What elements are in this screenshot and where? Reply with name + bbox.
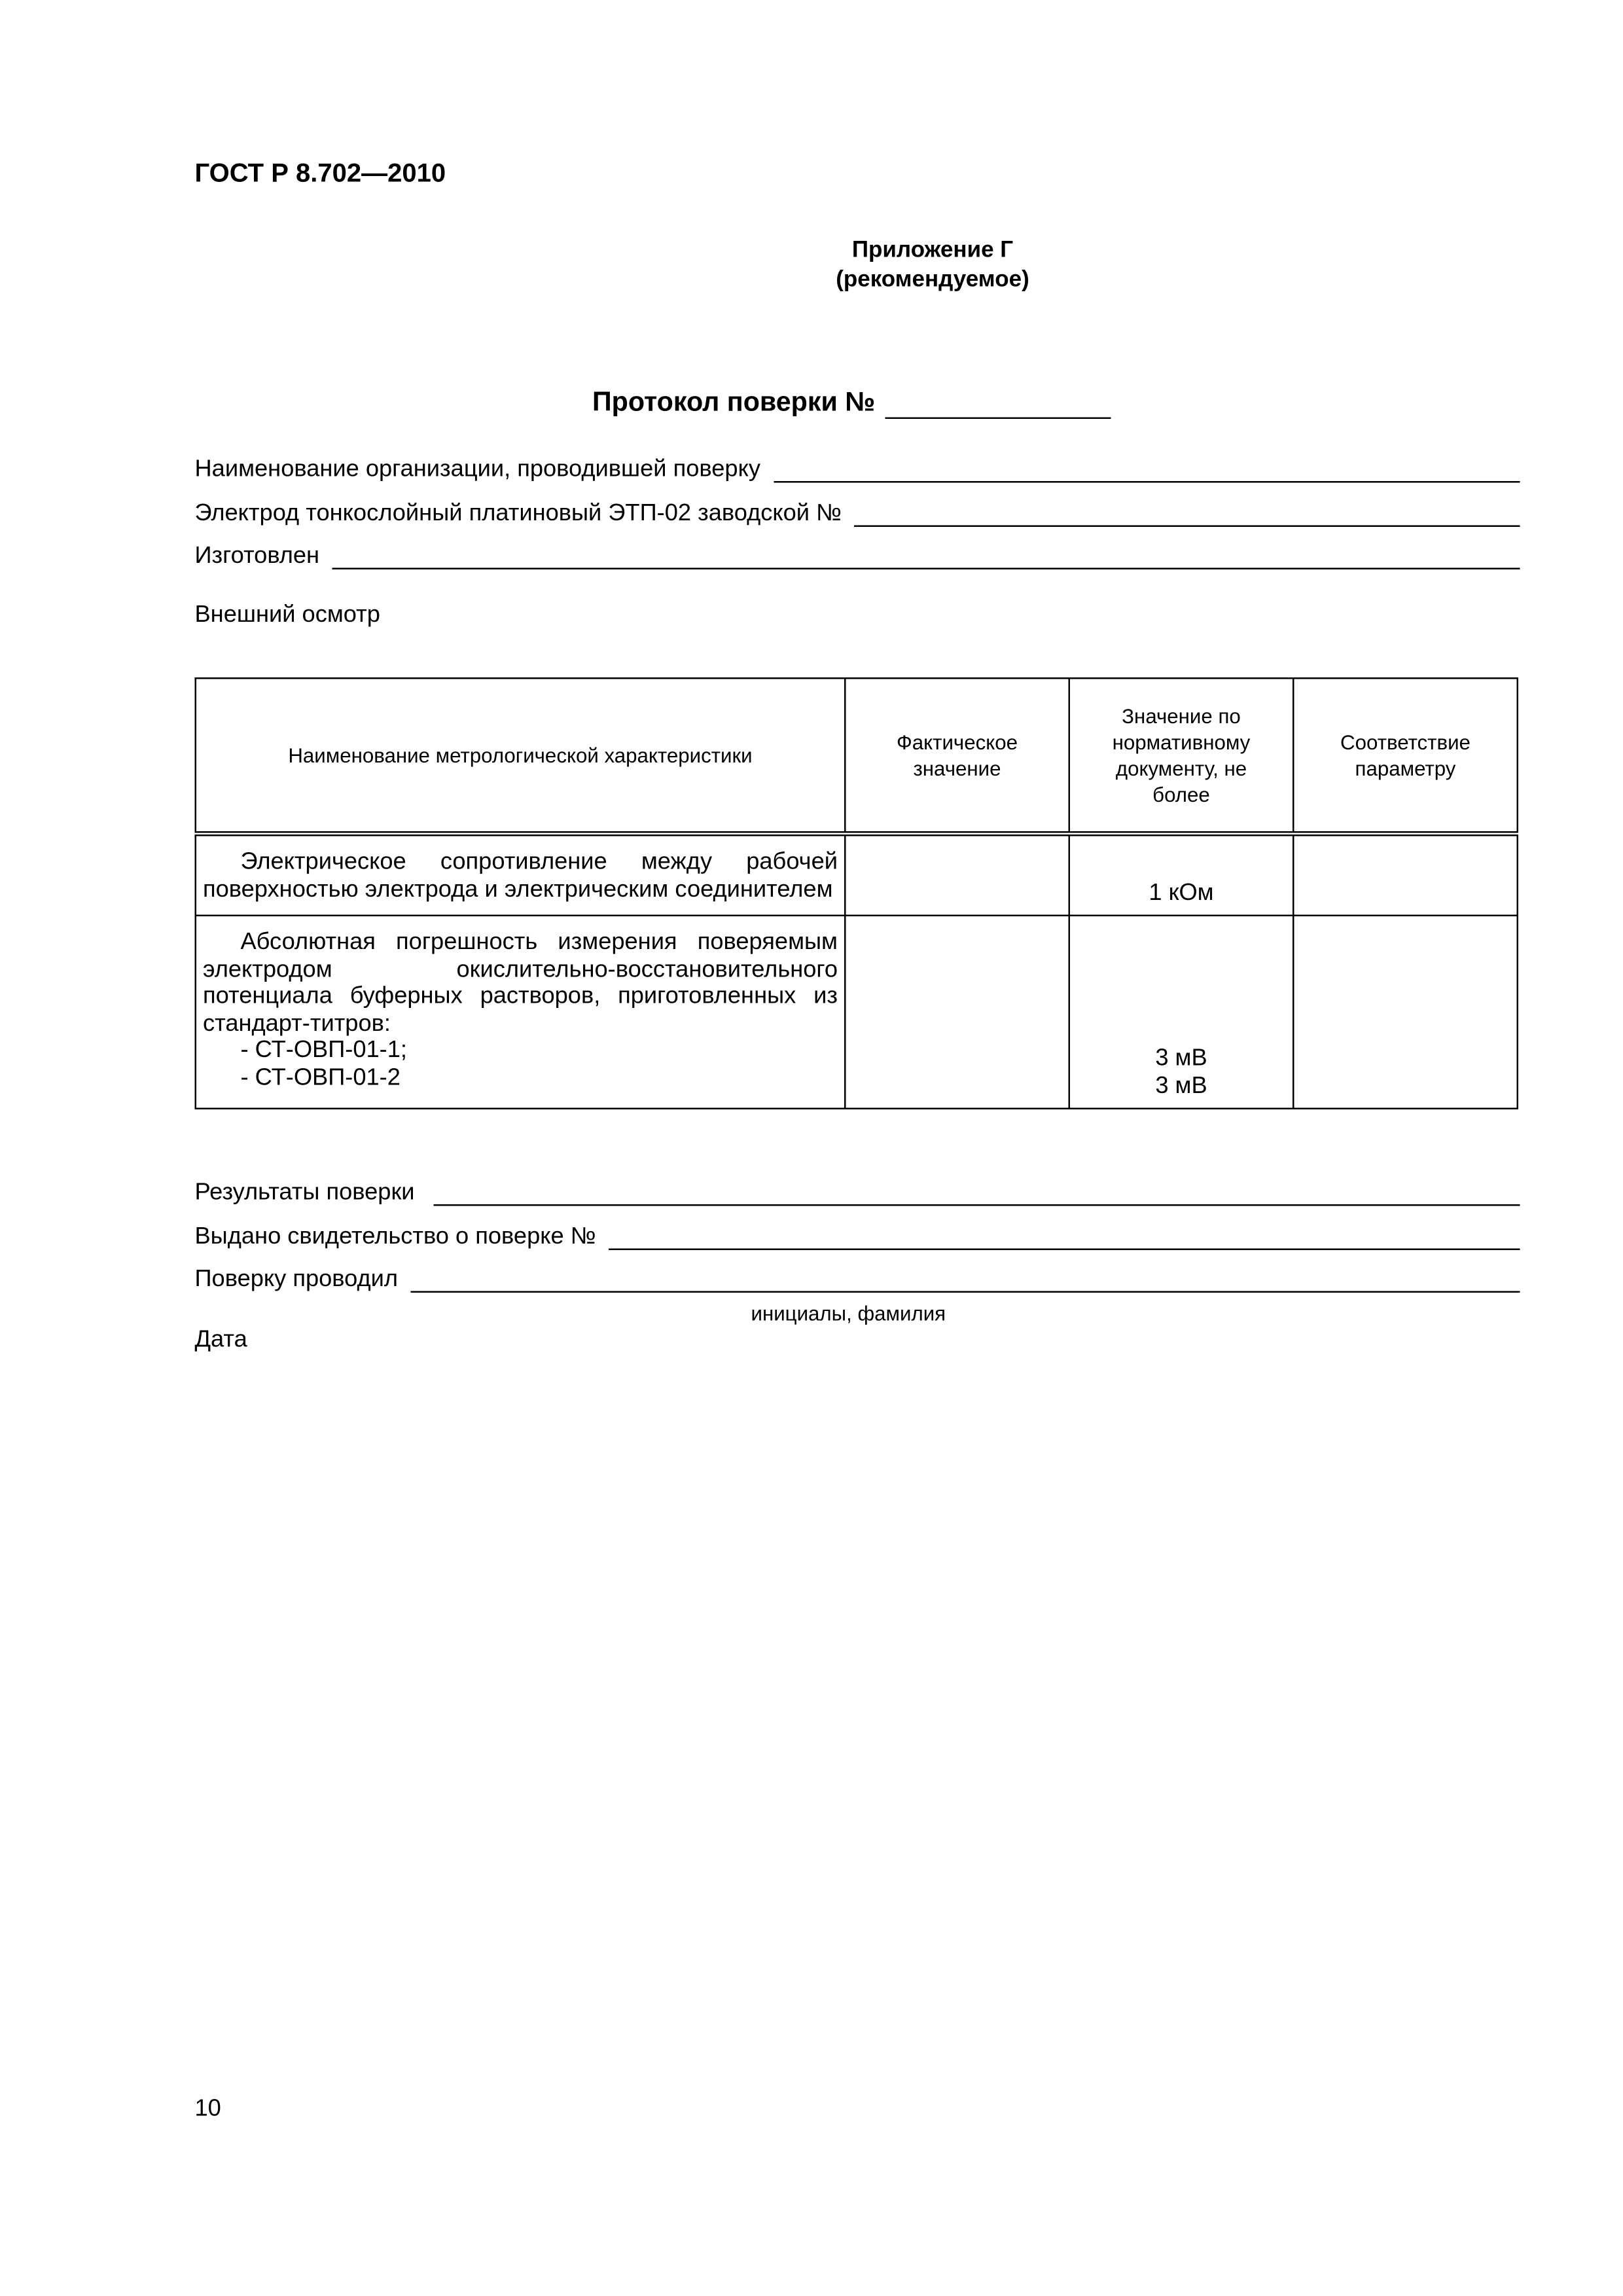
table-header-row: [196, 678, 1518, 834]
row2-norm-2: 3 мВ: [1155, 1072, 1207, 1099]
date-label: Дата: [194, 1327, 247, 1354]
row2-norm-value: [1069, 916, 1294, 1109]
protocol-number-blank: [885, 393, 1111, 419]
row2-description: [196, 916, 846, 1109]
verifier-hint: инициалы, фамилия: [751, 1302, 946, 1325]
document-code: ГОСТ Р 8.702—2010: [194, 160, 446, 188]
row1-description: [196, 834, 846, 916]
electrode-label: Электрод тонкослойный платиновый ЭТП-02 заводской №: [194, 501, 842, 527]
electrode-fill-line: [855, 503, 1520, 528]
org-fill-line: [774, 458, 1520, 483]
verifier-label: Поверку проводил: [194, 1266, 399, 1293]
header-match-text: Соответствие параметру: [1340, 730, 1471, 780]
results-field-row: [195, 1180, 1520, 1206]
certificate-field-row: [195, 1224, 1520, 1250]
header-actual: [845, 678, 1069, 834]
protocol-title-row: [592, 388, 1111, 420]
table-row: [196, 834, 1518, 916]
header-match: [1293, 678, 1518, 834]
row2-norm-1: 3 мВ: [1155, 1045, 1207, 1072]
header-norm-text: Значение по нормативному документу, не более: [1112, 704, 1251, 806]
row2-item-1: - СТ-ОВП-01-1;: [240, 1037, 407, 1064]
header-actual-text: Фактическое значение: [897, 730, 1018, 780]
verifier-field-row: [195, 1266, 1520, 1293]
header-norm: [1069, 678, 1294, 834]
certificate-fill-line: [609, 1226, 1520, 1251]
row2-actual-value[interactable]: [845, 916, 1069, 1109]
page-number: 10: [194, 2096, 221, 2123]
table-row: [196, 916, 1518, 1109]
appendix-title: Приложение Г: [851, 236, 1014, 262]
made-field-row: [195, 543, 1520, 569]
appendix-status: (рекомендуемое): [836, 265, 1029, 291]
characteristics-table: [195, 677, 1519, 1109]
row2-description-text: Абсолютная погрешность измерения поверяемым электродом окислительно-восстановительного потенциала буферных растворов, приготовленных из стандарт-титров:: [203, 929, 838, 1037]
verifier-fill-line: [411, 1268, 1520, 1293]
protocol-title: Протокол поверки №: [592, 387, 876, 418]
row2-match[interactable]: [1293, 916, 1518, 1109]
org-label: Наименование организации, проводившей поверку: [194, 456, 760, 483]
made-label: Изготовлен: [194, 543, 320, 569]
row1-norm-value: 1 кОм: [1069, 834, 1294, 916]
row1-match[interactable]: [1293, 834, 1518, 916]
results-fill-line: [435, 1181, 1520, 1206]
row1-description-text: Электрическое сопротивление между рабочей поверхностью электрода и электрическим соединителем: [203, 849, 838, 903]
org-field-row: [195, 457, 1520, 483]
row1-actual-value[interactable]: [845, 834, 1069, 916]
results-label: Результаты поверки: [194, 1179, 415, 1206]
certificate-label: Выдано свидетельство о поверке №: [194, 1224, 596, 1250]
electrode-field-row: [195, 501, 1520, 527]
header-characteristic: Наименование метрологической характеристики: [196, 678, 846, 834]
made-fill-line: [332, 545, 1520, 570]
row2-item-2: - СТ-ОВП-01-2: [240, 1064, 401, 1091]
inspection-label: Внешний осмотр: [194, 602, 380, 628]
